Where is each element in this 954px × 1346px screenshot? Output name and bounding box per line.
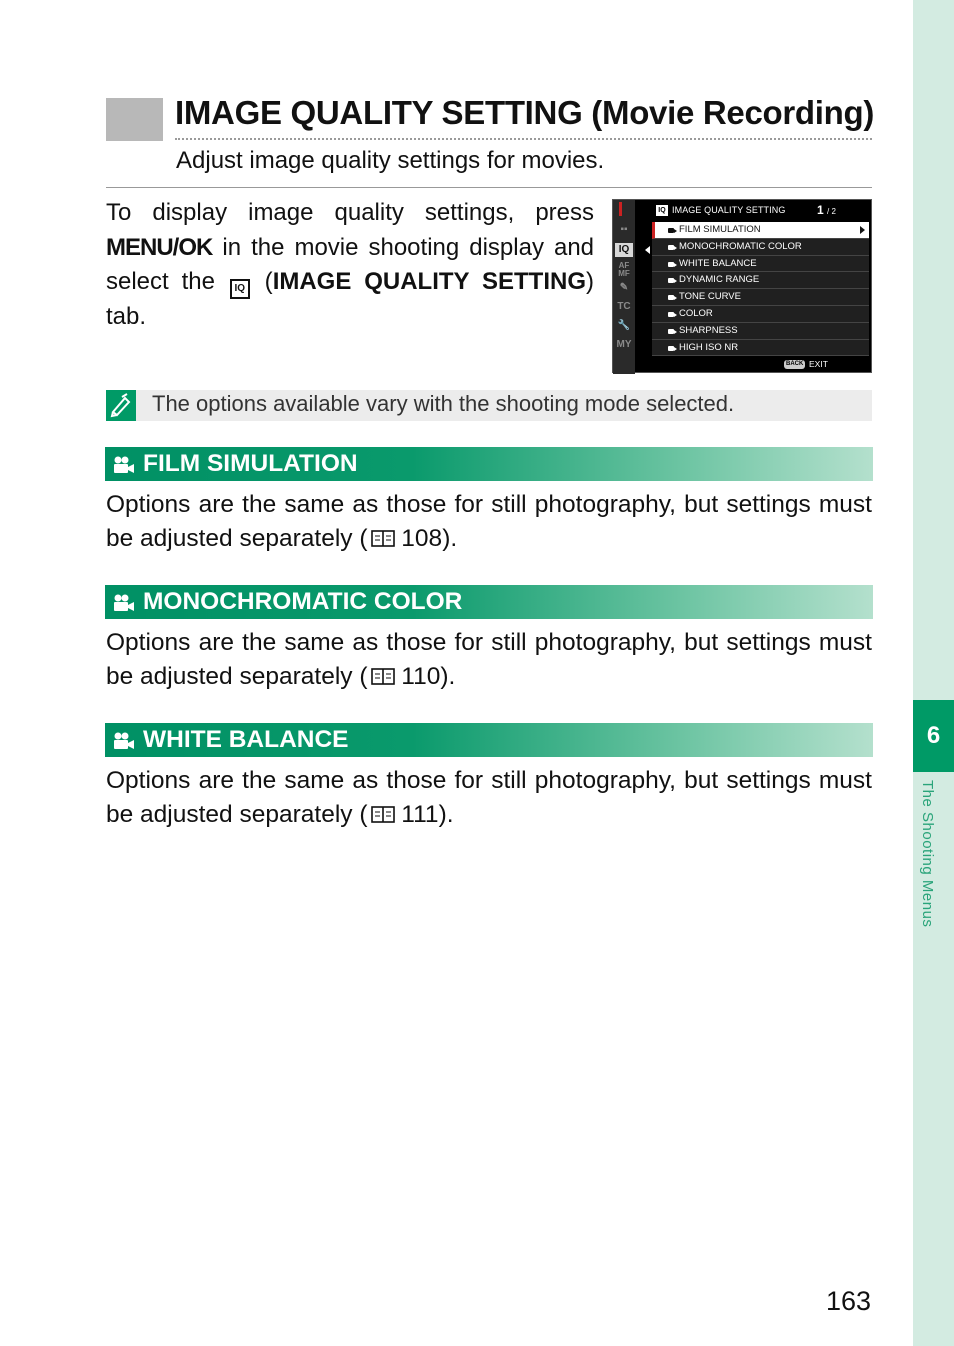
page-reference: 111: [394, 801, 439, 828]
movie-icon: [668, 276, 677, 283]
intro-text-1: To display image quality settings, press: [106, 199, 594, 226]
chevron-right-icon: [860, 226, 865, 234]
book-reference-icon: [371, 529, 395, 548]
movie-camera-icon: [112, 732, 136, 750]
camera-menu-item: DYNAMIC RANGE: [652, 272, 869, 289]
section-header-white-balance: [105, 723, 873, 757]
book-reference-icon: [371, 805, 395, 824]
camera-side-tab-my: MY: [616, 339, 632, 350]
header-rule: [106, 187, 872, 188]
intro-tab-name: IMAGE QUALITY SETTING: [272, 268, 586, 295]
movie-icon: [668, 260, 677, 267]
camera-back-badge: BACK: [786, 361, 804, 367]
section-body: Options are the same as those for still photography, but settings must be adjusted separately ( 108).: [106, 491, 872, 552]
section-header-film-simulation: [105, 447, 873, 481]
note-text: The options available vary with the shooting mode selected.: [152, 391, 735, 416]
wrench-icon: 🔧: [617, 320, 631, 331]
page-reference: 110: [394, 663, 441, 690]
camera-page-total: / 2: [827, 207, 836, 216]
movie-camera-icon: [112, 594, 136, 612]
note-pencil-icon: [106, 390, 136, 421]
intro-text-3: ) tab.: [106, 268, 594, 330]
camera-menu-item: MONOCHROMATIC COLOR: [652, 239, 869, 256]
chapter-side-strip: [913, 0, 954, 1346]
page-subtitle: Adjust image quality settings for movies.: [176, 147, 605, 174]
page-title: IMAGE QUALITY SETTING (Movie Recording): [175, 94, 875, 131]
section-title: WHITE BALANCE: [143, 726, 349, 753]
camera-menu-list: [652, 222, 869, 356]
page-reference: 108: [394, 525, 443, 552]
camera-side-tab-tc: TC: [617, 301, 631, 312]
camera-menu-item: TONE CURVE: [652, 289, 869, 306]
camera-side-tab-iq: IQ: [615, 243, 633, 257]
camera-page-current: 1: [817, 203, 824, 217]
camera-menu-title: IMAGE QUALITY SETTING: [672, 205, 786, 215]
intro-text-2: in the movie shooting display and select the: [106, 233, 595, 295]
intro-open-paren: (: [251, 268, 273, 295]
camera-menu-item: FILM SIMULATION: [652, 222, 869, 239]
title-marker: [106, 98, 163, 141]
note-box: [106, 390, 872, 421]
flash-icon: ✎: [619, 282, 629, 293]
chapter-number: 6: [913, 700, 954, 772]
movie-icon: [668, 310, 677, 317]
camera-exit-label: EXIT: [809, 359, 828, 369]
image-quality-icon: IQ: [230, 279, 250, 299]
camera-side-tabs: [613, 200, 635, 374]
camera-menu-item: WHITE BALANCE: [652, 256, 869, 273]
camera-iq-badge: IQ: [656, 205, 668, 216]
section-body: Options are the same as those for still photography, but settings must be adjusted separately ( 110).: [106, 629, 872, 690]
camera-menu-screenshot: [612, 199, 872, 373]
intro-paragraph: [106, 196, 594, 334]
book-reference-icon: [371, 667, 395, 686]
title-dotted-rule: [175, 138, 872, 140]
camera-menu-item: SHARPNESS: [652, 323, 869, 340]
camera-side-tab-afmf: AF MF: [618, 261, 630, 278]
movie-icon: [668, 344, 677, 351]
camera-page-indicator: [817, 203, 836, 217]
section-title: MONOCHROMATIC COLOR: [143, 588, 463, 615]
movie-icon: [668, 327, 677, 334]
section-title: FILM SIMULATION: [143, 450, 358, 477]
movie-icon: [668, 293, 677, 300]
section-header-monochromatic-color: [105, 585, 873, 619]
chapter-label: The Shooting Menus: [919, 780, 936, 928]
camera-menu-item: COLOR: [652, 306, 869, 323]
camera-menu-item: HIGH ISO NR: [652, 340, 869, 357]
movie-icon: [668, 243, 677, 250]
camera-tab-pointer-icon: [645, 246, 650, 254]
movie-icon: [668, 226, 677, 233]
menu-ok-button-label: MENU/OK: [106, 233, 213, 261]
camera-side-marker: [619, 202, 622, 216]
movie-icon: ▪▪: [620, 224, 628, 235]
movie-camera-icon: [112, 456, 136, 474]
section-body: Options are the same as those for still photography, but settings must be adjusted separately ( 111).: [106, 767, 872, 828]
page-number: 163: [826, 1286, 872, 1316]
